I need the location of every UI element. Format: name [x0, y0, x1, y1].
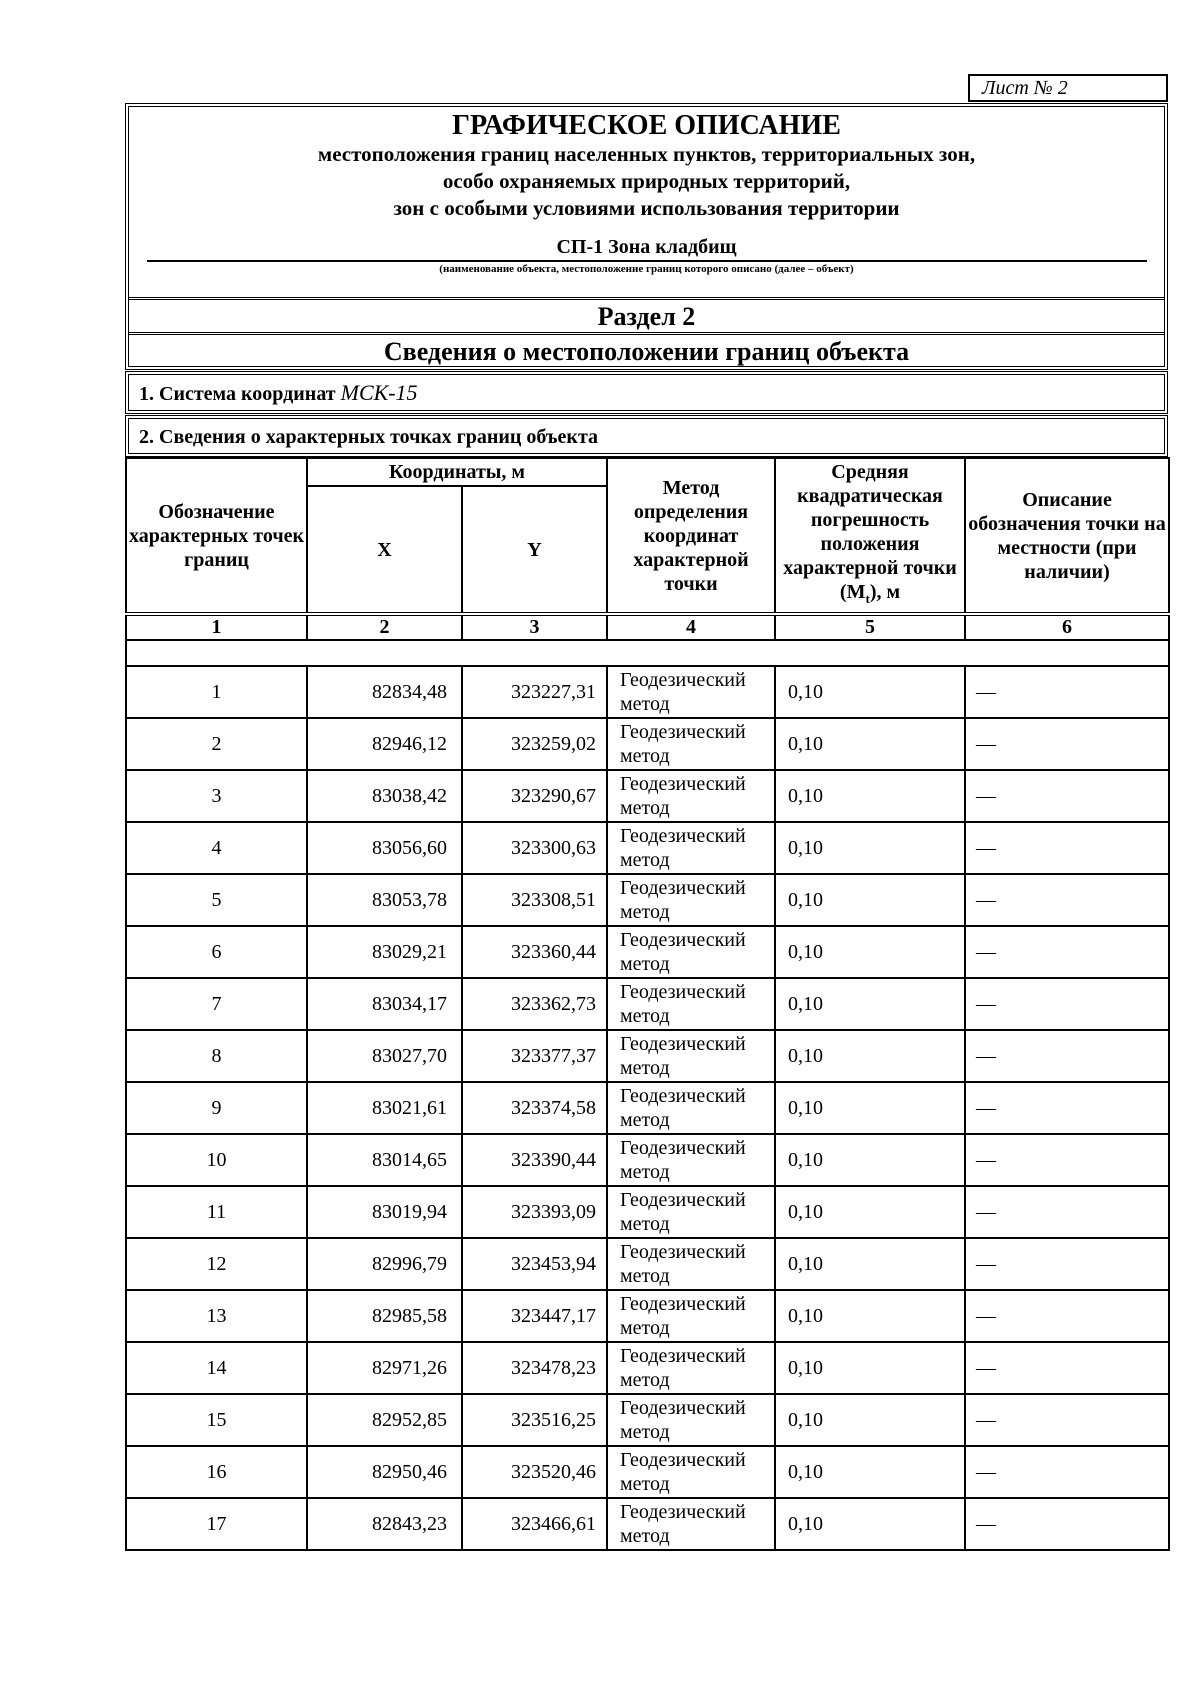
error-value: 0,10: [775, 1394, 965, 1446]
error-value: 0,10: [775, 666, 965, 718]
table-row: [126, 978, 1169, 1030]
coord-y: 323393,09: [462, 1186, 607, 1238]
point-number: 6: [126, 926, 307, 978]
method: Геодезический метод: [607, 718, 775, 770]
description: —: [965, 1082, 1169, 1134]
coord-x: 83027,70: [307, 1030, 462, 1082]
error-value: 0,10: [775, 1134, 965, 1186]
table-row: [126, 666, 1169, 718]
table-row: [126, 770, 1169, 822]
error-value: 0,10: [775, 1030, 965, 1082]
object-hint: (наименование объекта, местоположение границ которого описано (далее – объект): [439, 263, 854, 275]
table-row: [126, 1342, 1169, 1394]
point-number: 12: [126, 1238, 307, 1290]
error-value: 0,10: [775, 770, 965, 822]
description: —: [965, 978, 1169, 1030]
table-row: [126, 1498, 1169, 1550]
table-row: [126, 718, 1169, 770]
point-number: 10: [126, 1134, 307, 1186]
coord-x: 83038,42: [307, 770, 462, 822]
error-value: 0,10: [775, 978, 965, 1030]
coord-y: 323520,46: [462, 1446, 607, 1498]
point-number: 15: [126, 1394, 307, 1446]
method: Геодезический метод: [607, 926, 775, 978]
table-row: [126, 1238, 1169, 1290]
section-title: Сведения о местоположении границ объекта: [129, 332, 1164, 369]
description: —: [965, 718, 1169, 770]
point-number: 7: [126, 978, 307, 1030]
error-value: 0,10: [775, 1186, 965, 1238]
table-row: [126, 1030, 1169, 1082]
description: —: [965, 926, 1169, 978]
method: Геодезический метод: [607, 770, 775, 822]
coord-y: 323227,31: [462, 666, 607, 718]
table-row: [126, 1290, 1169, 1342]
table-row: [126, 874, 1169, 926]
coord-y: 323362,73: [462, 978, 607, 1030]
header-error: Средняя квадратическая погрешность положения характерной точки $(M_t)$, м: [775, 458, 965, 614]
coord-y: 323390,44: [462, 1134, 607, 1186]
table-row: [126, 1134, 1169, 1186]
coord-y: 323377,37: [462, 1030, 607, 1082]
coord-y: 323478,23: [462, 1342, 607, 1394]
method: Геодезический метод: [607, 978, 775, 1030]
coord-y: 323300,63: [462, 822, 607, 874]
header-description: Описание обозначения точки на местности (при наличии): [965, 458, 1169, 614]
point-number: 3: [126, 770, 307, 822]
description: —: [965, 1446, 1169, 1498]
object-name: СП-1 Зона кладбищ: [556, 236, 737, 258]
points-table: [125, 457, 1170, 1551]
method: Геодезический метод: [607, 1082, 775, 1134]
points-table-body: [126, 666, 1169, 1550]
column-number: 2: [307, 614, 462, 640]
coord-x: 82950,46: [307, 1446, 462, 1498]
coord-system-label: 1. Система координат: [139, 383, 336, 405]
method: Геодезический метод: [607, 1498, 775, 1550]
error-value: 0,10: [775, 822, 965, 874]
method: Геодезический метод: [607, 822, 775, 874]
error-value: 0,10: [775, 1342, 965, 1394]
point-number: 13: [126, 1290, 307, 1342]
column-number: 1: [126, 614, 307, 640]
method: Геодезический метод: [607, 1394, 775, 1446]
point-number: 16: [126, 1446, 307, 1498]
description: —: [965, 822, 1169, 874]
description: —: [965, 1030, 1169, 1082]
point-number: 4: [126, 822, 307, 874]
coord-y: 323466,61: [462, 1498, 607, 1550]
point-number: 14: [126, 1342, 307, 1394]
coord-x: 82985,58: [307, 1290, 462, 1342]
error-value: 0,10: [775, 874, 965, 926]
column-number: 4: [607, 614, 775, 640]
blank-row: [126, 640, 1169, 666]
coord-x: 83019,94: [307, 1186, 462, 1238]
coord-x: 82946,12: [307, 718, 462, 770]
error-value: 0,10: [775, 1082, 965, 1134]
header-method: Метод определения координат характерной точки: [607, 458, 775, 614]
table-row: [126, 1186, 1169, 1238]
document-title: ГРАФИЧЕСКОЕ ОПИСАНИЕ: [452, 110, 841, 141]
method: Геодезический метод: [607, 874, 775, 926]
description: —: [965, 1134, 1169, 1186]
error-value: 0,10: [775, 1446, 965, 1498]
coord-y: 323360,44: [462, 926, 607, 978]
description: —: [965, 1342, 1169, 1394]
section-number: Раздел 2: [129, 297, 1164, 334]
column-number: 3: [462, 614, 607, 640]
point-number: 8: [126, 1030, 307, 1082]
document-header: [125, 103, 1168, 370]
method: Геодезический метод: [607, 1030, 775, 1082]
header-x: X: [307, 486, 462, 614]
error-value: 0,10: [775, 1498, 965, 1550]
table-row: [126, 1446, 1169, 1498]
description: —: [965, 666, 1169, 718]
subtitle-line-1: местоположения границ населенных пунктов, территориальных зон,: [317, 142, 976, 166]
description: —: [965, 874, 1169, 926]
error-value: 0,10: [775, 1290, 965, 1342]
description: —: [965, 1394, 1169, 1446]
point-number: 1: [126, 666, 307, 718]
error-value: 0,10: [775, 1238, 965, 1290]
coord-x: 83034,17: [307, 978, 462, 1030]
method: Геодезический метод: [607, 1238, 775, 1290]
coord-x: 83029,21: [307, 926, 462, 978]
header-y: Y: [462, 486, 607, 614]
coord-x: 83021,61: [307, 1082, 462, 1134]
description: —: [965, 770, 1169, 822]
coord-x: 82843,23: [307, 1498, 462, 1550]
column-number: 6: [965, 614, 1169, 640]
error-value: 0,10: [775, 926, 965, 978]
coord-y: 323516,25: [462, 1394, 607, 1446]
coord-x: 83014,65: [307, 1134, 462, 1186]
point-number: 2: [126, 718, 307, 770]
method: Геодезический метод: [607, 1446, 775, 1498]
points-section-title: 2. Сведения о характерных точках границ объекта: [125, 415, 1168, 457]
subtitle-line-2: особо охраняемых природных территорий,: [442, 169, 851, 193]
coord-x: 82971,26: [307, 1342, 462, 1394]
coord-x: 82834,48: [307, 666, 462, 718]
column-number: 5: [775, 614, 965, 640]
point-number: 9: [126, 1082, 307, 1134]
sheet-number: Лист № 2: [968, 74, 1168, 102]
coord-y: 323453,94: [462, 1238, 607, 1290]
coord-x: 83056,60: [307, 822, 462, 874]
point-number: 17: [126, 1498, 307, 1550]
method: Геодезический метод: [607, 1290, 775, 1342]
coord-x: 82996,79: [307, 1238, 462, 1290]
description: —: [965, 1238, 1169, 1290]
table-row: [126, 1394, 1169, 1446]
coord-y: 323259,02: [462, 718, 607, 770]
coord-x: 82952,85: [307, 1394, 462, 1446]
method: Геодезический метод: [607, 666, 775, 718]
coord-y: 323290,67: [462, 770, 607, 822]
table-row: [126, 926, 1169, 978]
coord-y: 323374,58: [462, 1082, 607, 1134]
table-row: [126, 822, 1169, 874]
description: —: [965, 1290, 1169, 1342]
error-value: 0,10: [775, 718, 965, 770]
table-row: [126, 1082, 1169, 1134]
subtitle-line-3: зон с особыми условиями использования территории: [393, 196, 900, 220]
coord-y: 323308,51: [462, 874, 607, 926]
method: Геодезический метод: [607, 1342, 775, 1394]
coord-x: 83053,78: [307, 874, 462, 926]
coord-system-row: [125, 371, 1168, 414]
method: Геодезический метод: [607, 1134, 775, 1186]
coord-system-value: МСК-15: [340, 380, 418, 405]
point-number: 5: [126, 874, 307, 926]
coord-y: 323447,17: [462, 1290, 607, 1342]
description: —: [965, 1498, 1169, 1550]
header-designation: Обозначение характерных точек границ: [126, 458, 307, 614]
method: Геодезический метод: [607, 1186, 775, 1238]
header-coords: Координаты, м: [307, 458, 607, 486]
description: —: [965, 1186, 1169, 1238]
point-number: 11: [126, 1186, 307, 1238]
